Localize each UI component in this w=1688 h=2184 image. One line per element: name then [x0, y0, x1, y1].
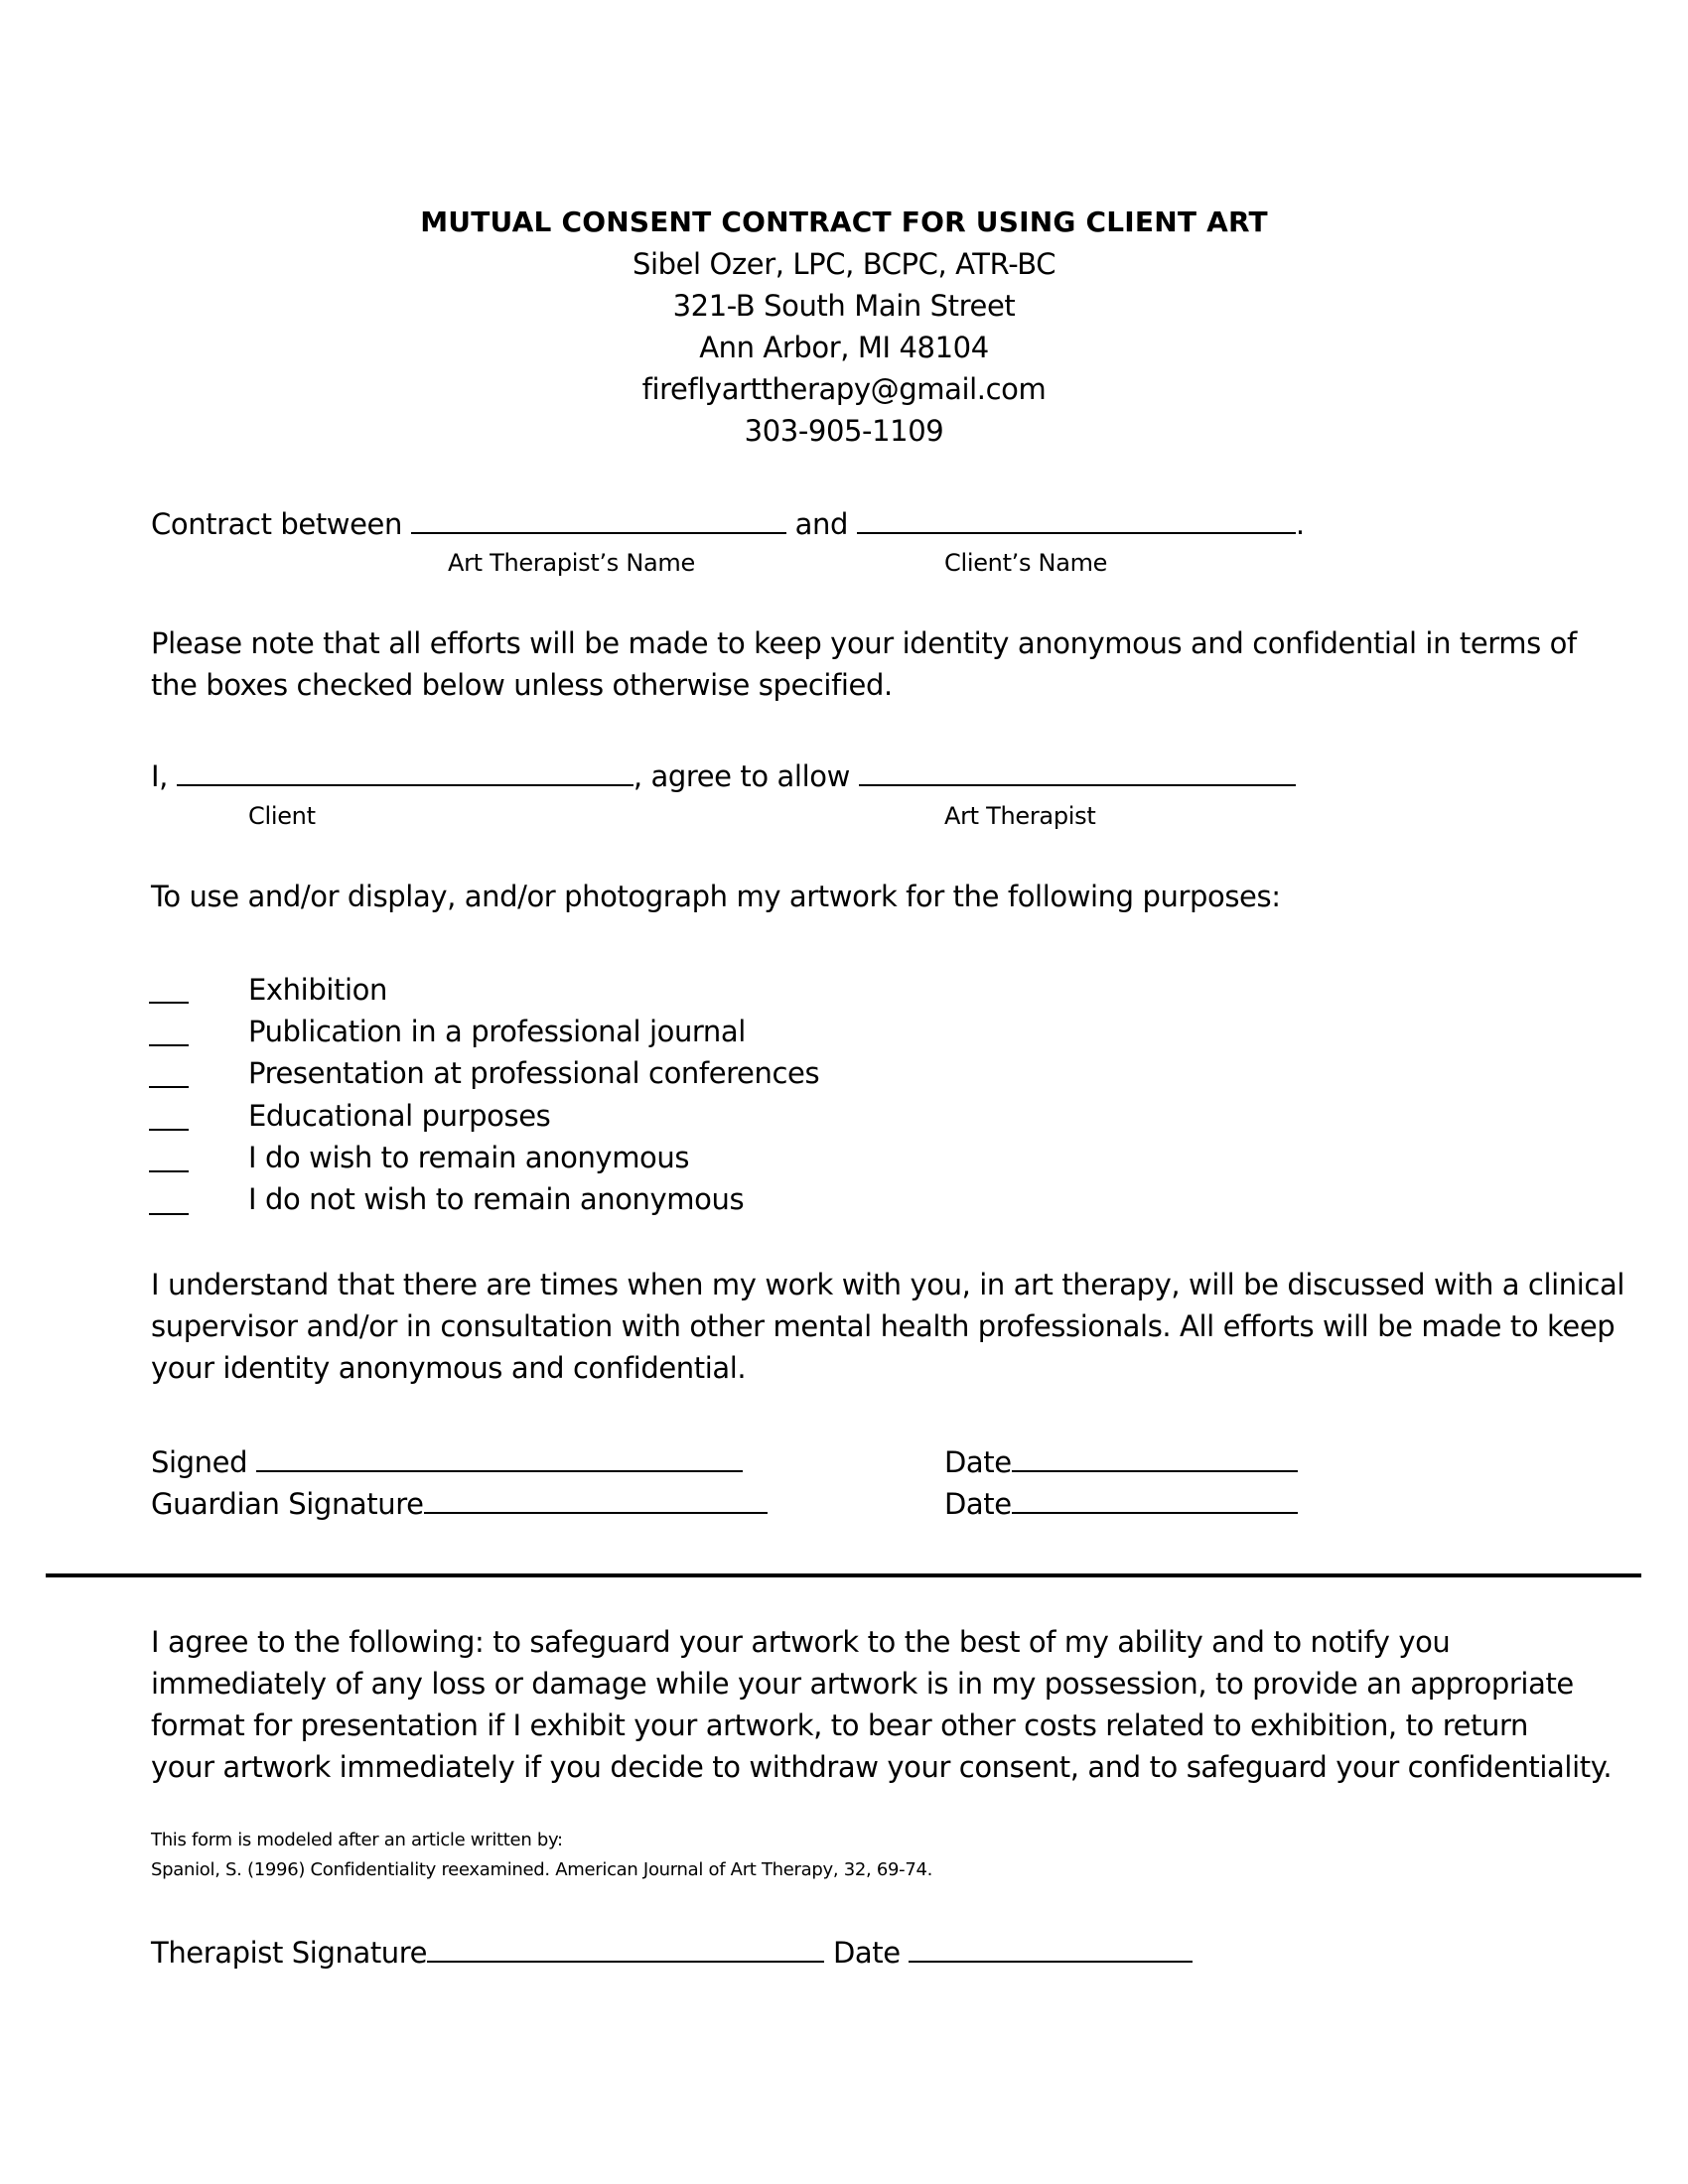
purpose-label: Educational purposes — [248, 1099, 551, 1133]
date-label: Date — [944, 1487, 1012, 1521]
contract-between-label: Contract between — [151, 507, 402, 541]
purpose-checkbox-educational[interactable] — [149, 1129, 189, 1131]
therapist-signature-row — [151, 1936, 1193, 1970]
therapist-date-field[interactable] — [909, 1960, 1193, 1963]
understand-line-1: I understand that there are times when my work with you, in art therapy, will be discussed with a clinical — [151, 1268, 1624, 1301]
purpose-checkbox-not-anonymous[interactable] — [149, 1213, 189, 1215]
purpose-label: Publication in a professional journal — [248, 1015, 746, 1048]
agreement-line-3: format for presentation if I exhibit your artwork, to bear other costs related to exhibition, to return — [151, 1708, 1528, 1742]
contact-phone: 303-905-1109 — [744, 414, 944, 448]
therapist-name-field[interactable] — [411, 531, 786, 534]
signed-field[interactable] — [256, 1469, 743, 1472]
client-caption: Client — [248, 802, 316, 830]
date-label: Date — [944, 1445, 1012, 1479]
purpose-label: I do not wish to remain anonymous — [248, 1182, 745, 1216]
therapist-credentials: Sibel Ozer, LPC, BCPC, ATR-BC — [632, 247, 1056, 281]
agree-row — [151, 759, 1296, 793]
form-title: MUTUAL CONSENT CONTRACT FOR USING CLIENT ART — [420, 205, 1268, 238]
client-name-caption: Client’s Name — [944, 549, 1108, 577]
therapist-signature-label: Therapist Signature — [151, 1936, 428, 1970]
guardian-row — [151, 1487, 768, 1521]
art-therapist-caption: Art Therapist — [944, 802, 1096, 830]
date-row-2 — [944, 1487, 1298, 1521]
citation-intro: This form is modeled after an article written by: — [151, 1830, 563, 1850]
understand-line-2: supervisor and/or in consultation with other mental health professionals. All efforts will be made to keep — [151, 1309, 1616, 1343]
address-city: Ann Arbor, MI 48104 — [699, 331, 989, 364]
citation-reference: Spaniol, S. (1996) Confidentiality reexamined. American Journal of Art Therapy, 32, 69-74. — [151, 1859, 933, 1880]
date-field-1[interactable] — [1012, 1469, 1298, 1472]
date-field-2[interactable] — [1012, 1511, 1298, 1514]
i-label: I, — [151, 759, 168, 793]
and-label: and — [794, 507, 848, 541]
purpose-checkbox-remain-anonymous[interactable] — [149, 1170, 189, 1172]
section-divider — [46, 1573, 1641, 1577]
purpose-label: Exhibition — [248, 973, 387, 1007]
art-therapist-field[interactable] — [859, 783, 1296, 786]
contact-email: fireflyarttherapy@gmail.com — [641, 372, 1047, 406]
therapist-date-label: Date — [832, 1936, 901, 1970]
purpose-label: I do wish to remain anonymous — [248, 1141, 690, 1174]
agree-to-allow-label: , agree to allow — [633, 759, 850, 793]
guardian-signature-field[interactable] — [424, 1511, 768, 1514]
contract-between-row — [151, 507, 1305, 541]
note-line-2: the boxes checked below unless otherwise specified. — [151, 668, 893, 702]
understand-line-3: your identity anonymous and confidential. — [151, 1351, 747, 1385]
agreement-line-4: your artwork immediately if you decide to withdraw your consent, and to safeguard your confidentiality. — [151, 1750, 1613, 1784]
signed-row — [151, 1445, 743, 1479]
client-field[interactable] — [177, 783, 633, 786]
agreement-line-2: immediately of any loss or damage while your artwork is in my possession, to provide an appropriate — [151, 1667, 1574, 1701]
purpose-label: Presentation at professional conferences — [248, 1056, 820, 1090]
address-street: 321-B South Main Street — [672, 289, 1016, 323]
guardian-signature-label: Guardian Signature — [151, 1487, 424, 1521]
date-row-1 — [944, 1445, 1298, 1479]
agreement-line-1: I agree to the following: to safeguard your artwork to the best of my ability and to notify you — [151, 1625, 1451, 1659]
purposes-intro: To use and/or display, and/or photograph my artwork for the following purposes: — [151, 880, 1281, 913]
period: . — [1295, 507, 1305, 541]
therapist-name-caption: Art Therapist’s Name — [448, 549, 695, 577]
client-name-field[interactable] — [857, 531, 1296, 534]
therapist-signature-field[interactable] — [427, 1960, 824, 1963]
note-line-1: Please note that all efforts will be made to keep your identity anonymous and confidential in terms of — [151, 626, 1577, 660]
purpose-checkbox-exhibition[interactable] — [149, 1002, 189, 1004]
purpose-checkbox-publication[interactable] — [149, 1044, 189, 1046]
purpose-checkbox-presentation[interactable] — [149, 1086, 189, 1088]
signed-label: Signed — [151, 1445, 248, 1479]
